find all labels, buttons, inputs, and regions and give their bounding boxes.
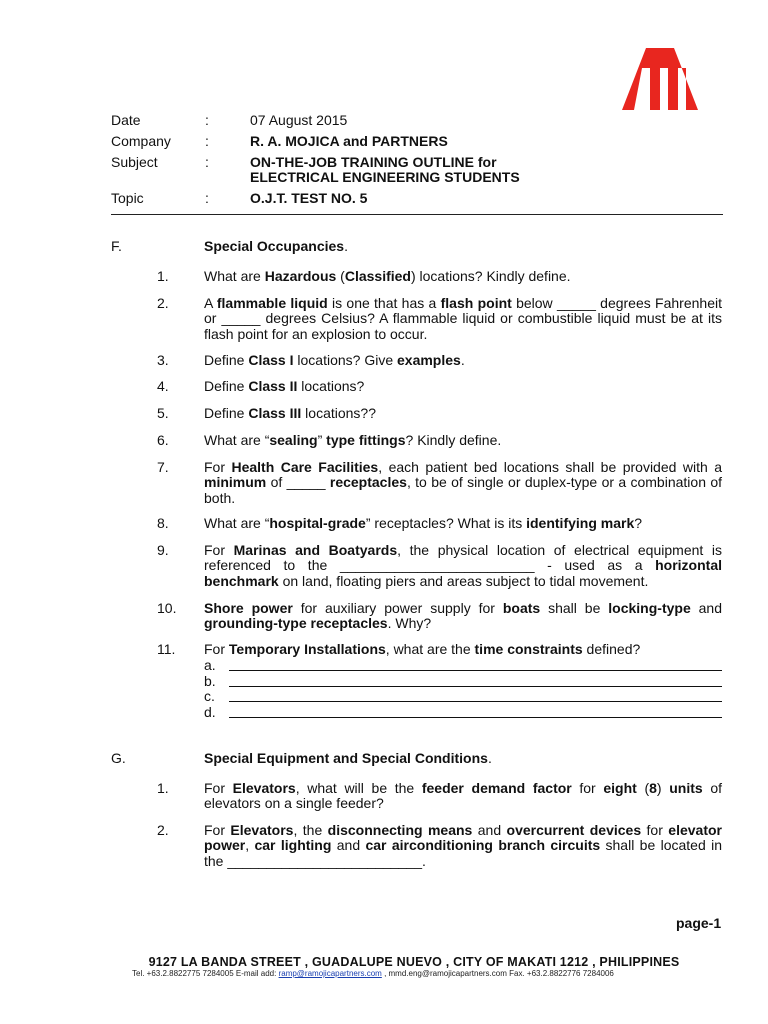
company-value: R. A. MOJICA and PARTNERS [250,133,448,149]
colon: : [205,154,209,170]
header-divider [111,214,723,215]
colon: : [205,133,209,149]
tel-text: Tel. +63.2.8822775 7284005 E-mail add: [132,969,277,978]
topic-value: O.J.T. TEST NO. 5 [250,190,368,206]
colon: : [205,112,209,128]
email-link[interactable]: ramp@ramojicapartners.com [278,969,382,978]
date-value: 07 August 2015 [250,112,348,128]
company-logo-icon [622,48,698,110]
subject-line-2: ELECTRICAL ENGINEERING STUDENTS [250,169,520,185]
footer-address: 9127 LA BANDA STREET , GUADALUPE NUEVO , CITY OF MAKATI 1212 , PHILIPPINES [148,955,680,969]
subject-label: Subject [111,154,158,170]
subject-line-1: ON-THE-JOB TRAINING OUTLINE for [250,154,497,170]
date-label: Date [111,112,141,128]
page-number: page-1 [676,915,722,931]
company-label: Company [111,133,171,149]
footer-contact [132,969,614,978]
section-f-title: Special Occupancies. [204,238,348,254]
topic-label: Topic [111,190,144,206]
section-g-title: Special Equipment and Special Conditions. [204,750,492,766]
section-f-letter: F. [111,238,122,254]
section-g-letter: G. [111,750,126,766]
colon: : [205,190,209,206]
email-fax-text: , mmd.eng@ramojicapartners.com Fax. +63.2.8822776 7284006 [381,969,614,978]
